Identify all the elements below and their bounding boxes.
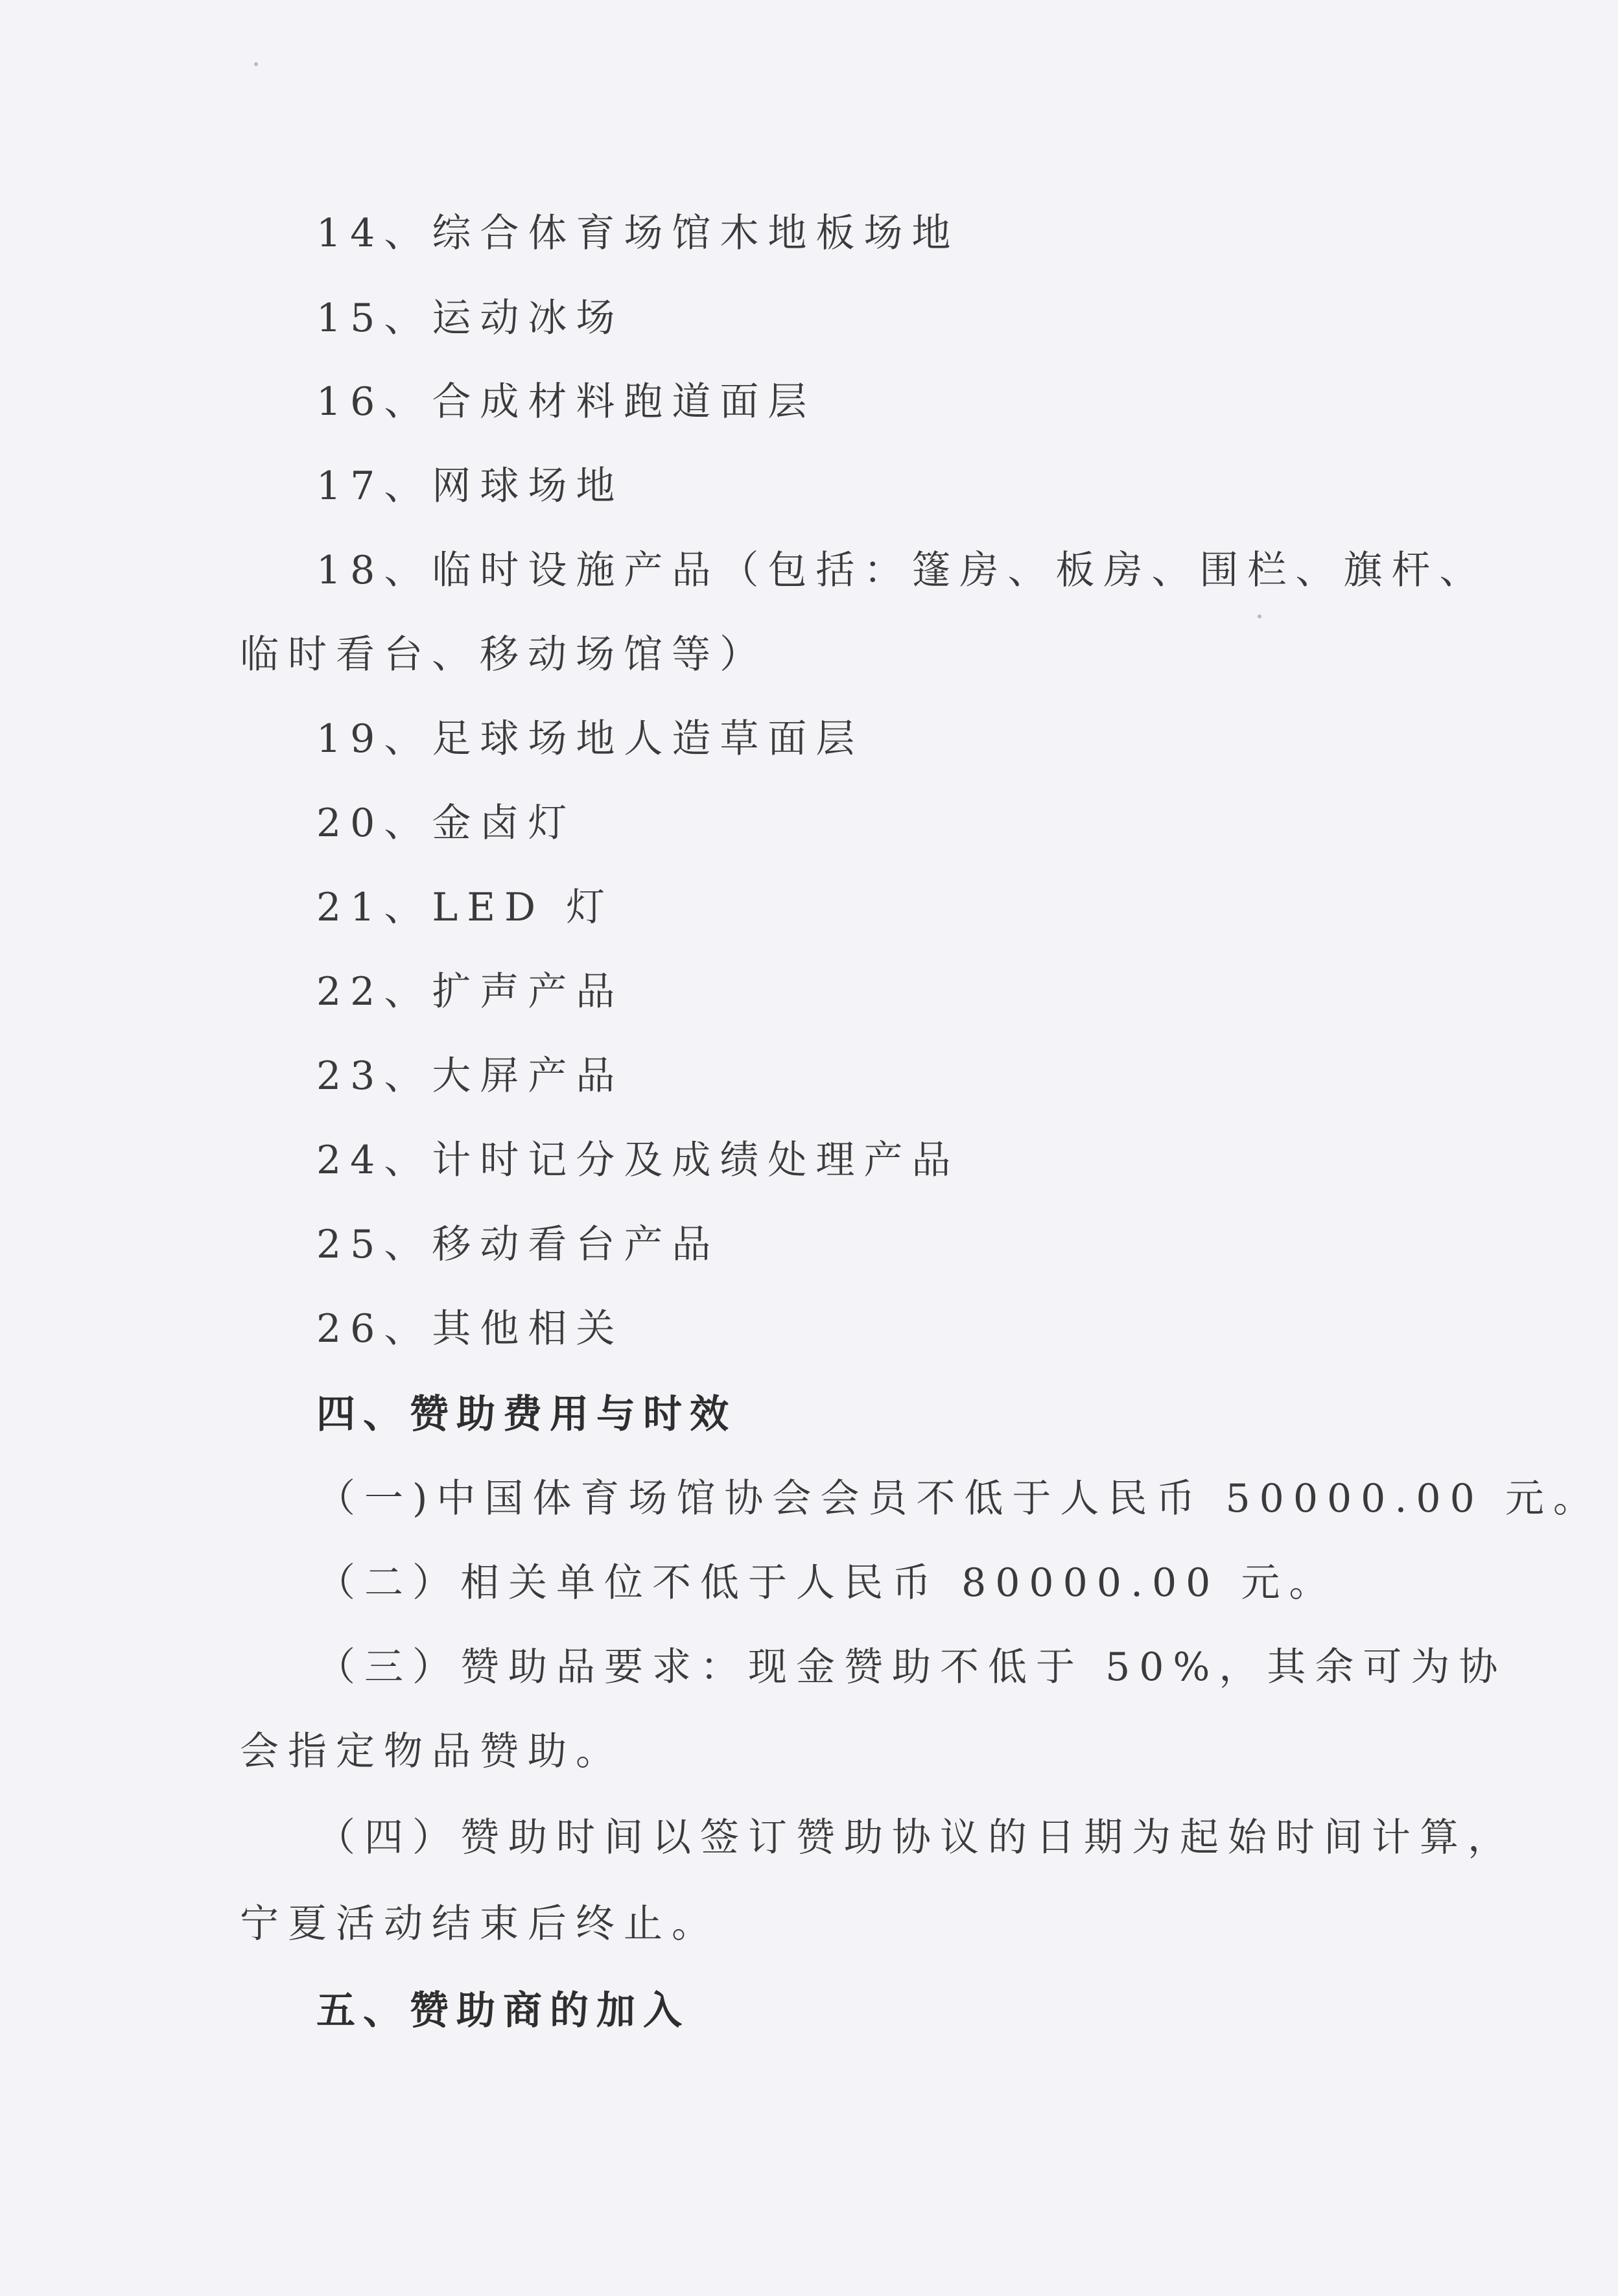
list-item-22: 22、扩声产品 bbox=[316, 969, 624, 1014]
scan-speck bbox=[254, 62, 258, 66]
paragraph-3: （三）赞助品要求：现金赞助不低于 50%，其余可为协 bbox=[316, 1645, 1507, 1690]
section-heading-5: 五、赞助商的加入 bbox=[316, 1988, 690, 2033]
scan-speck bbox=[1258, 615, 1261, 618]
list-item-24: 24、计时记分及成绩处理产品 bbox=[316, 1138, 960, 1183]
list-item-16: 16、合成材料跑道面层 bbox=[316, 379, 816, 425]
list-item-14: 14、综合体育场馆木地板场地 bbox=[316, 211, 960, 256]
paragraph-4-continued: 宁夏活动结束后终止。 bbox=[240, 1901, 720, 1947]
list-item-17: 17、网球场地 bbox=[316, 463, 624, 509]
list-item-18: 18、临时设施产品（包括：篷房、板房、围栏、旗杆、 bbox=[316, 548, 1488, 593]
paragraph-2: （二）相关单位不低于人民币 80000.00 元。 bbox=[316, 1560, 1337, 1606]
list-item-15: 15、运动冰场 bbox=[316, 296, 624, 341]
paragraph-1: （一)中国体育场馆协会会员不低于人民币 50000.00 元。 bbox=[316, 1476, 1601, 1521]
list-item-21: 21、LED 灯 bbox=[316, 885, 615, 930]
list-item-18-continued: 临时看台、移动场馆等） bbox=[240, 632, 768, 677]
list-item-20: 20、金卤灯 bbox=[316, 801, 576, 846]
list-item-23: 23、大屏产品 bbox=[316, 1053, 624, 1099]
paragraph-3-continued: 会指定物品赞助。 bbox=[240, 1729, 624, 1774]
paragraph-4: （四）赞助时间以签订赞助协议的日期为起始时间计算， bbox=[316, 1815, 1516, 1860]
list-item-26: 26、其他相关 bbox=[316, 1306, 624, 1352]
list-item-19: 19、足球场地人造草面层 bbox=[316, 716, 864, 762]
list-item-25: 25、移动看台产品 bbox=[316, 1222, 720, 1267]
section-heading-4: 四、赞助费用与时效 bbox=[316, 1392, 736, 1437]
